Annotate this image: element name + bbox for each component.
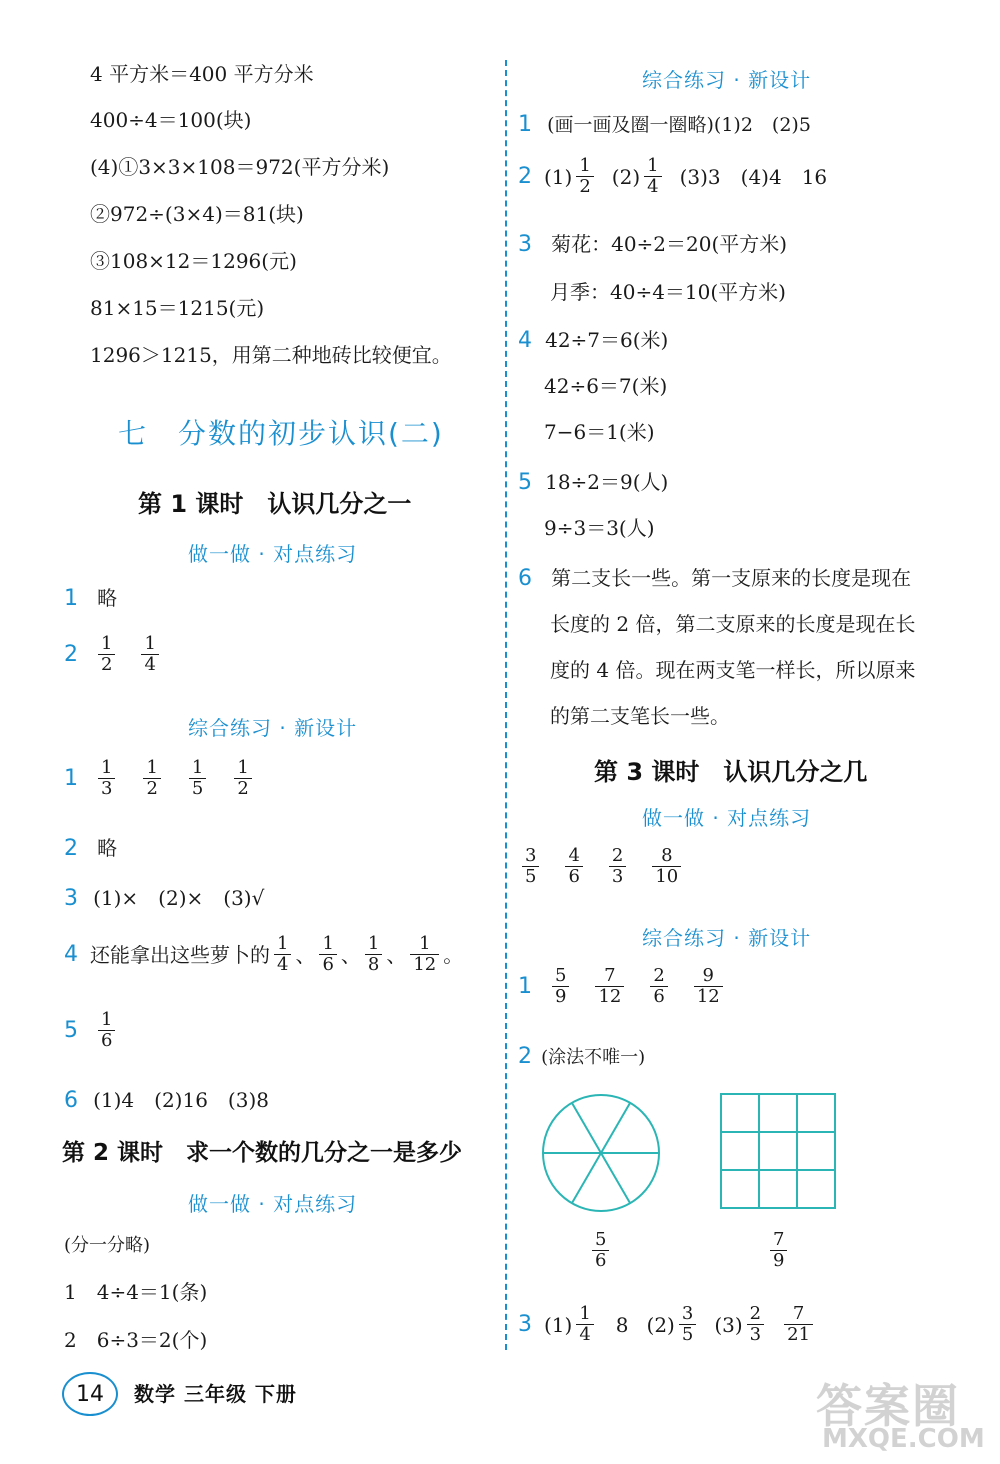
circle-fraction: $\frac{5}{6}$ [588, 1230, 613, 1271]
fraction: $\frac{1}{2}$ [98, 634, 115, 675]
l3-c2 [518, 1044, 645, 1070]
question-number: 2 [518, 164, 532, 189]
lesson-1-title: 第 1 课时 认识几分之一 [138, 490, 412, 518]
lesson-2-practice-heading: 做一做 · 对点练习 [188, 1192, 358, 1216]
column-divider [505, 60, 507, 1350]
fraction: $\frac{9}{12}$ [694, 966, 723, 1007]
fraction: $\frac{7}{21}$ [784, 1304, 813, 1345]
l1-c2 [64, 836, 117, 861]
chapter-title: 七 分数的初步认识(二) [118, 417, 444, 450]
fraction: $\frac{8}{10}$ [652, 846, 681, 887]
grid-figure [719, 1092, 837, 1210]
separator: 、 [386, 942, 407, 967]
fraction: $\frac{1}{6}$ [98, 1010, 115, 1051]
sector-line [601, 1103, 630, 1153]
answer-text: 略 [97, 586, 118, 610]
fraction: $\frac{1}{4}$ [141, 634, 158, 675]
question-number: 2 [64, 836, 78, 861]
l3-fractions [518, 846, 685, 887]
question-number: 2 [64, 642, 78, 667]
answer-part: (1) [544, 1312, 573, 1337]
r-q6-line-2: 长度的 2 倍，第二支原来的长度是现在长 [550, 612, 916, 636]
fraction: $\frac{5}{9}$ [552, 966, 569, 1007]
question-number: 3 [518, 232, 532, 257]
page-number: 14 [62, 1372, 118, 1416]
separator: 、 [295, 942, 316, 967]
watermark-logo: 答案圈 [816, 1379, 960, 1433]
question-number: 1 [518, 974, 532, 999]
answer-part: (2) [646, 1312, 675, 1337]
lesson-2-q1: 1 4÷4＝1(条) [64, 1280, 208, 1304]
l3-c3 [518, 1304, 817, 1345]
fraction: $\frac{3}{5}$ [679, 1304, 696, 1345]
answer-text: 第二支长一些。第一支原来的长度是现在 [551, 566, 912, 590]
question-number: 2 [518, 1044, 532, 1069]
r-q4-line-2: 42÷6＝7(米) [544, 374, 668, 398]
fraction: $\frac{1}{4}$ [274, 934, 291, 975]
lesson-2-note: (分一分略) [64, 1235, 151, 1256]
end-punct: 。 [443, 942, 464, 967]
sector-line [572, 1103, 601, 1153]
l1-c3 [64, 886, 264, 911]
l1-c1 [64, 758, 256, 799]
grid-fraction: $\frac{7}{9}$ [766, 1230, 791, 1271]
watermark-site: MXQE.COM [822, 1424, 985, 1454]
fraction: $\frac{1}{8}$ [365, 934, 382, 975]
r-q5 [518, 470, 668, 495]
answer-text: 略 [97, 836, 118, 860]
question-number: 1 [64, 586, 78, 611]
answer-text: 18÷2＝9(人) [545, 470, 669, 494]
r-q5-line-2: 9÷3＝3(人) [544, 516, 655, 540]
left-line-5: ③108×12＝1296(元) [90, 249, 297, 273]
lesson-3-practice-heading: 做一做 · 对点练习 [642, 806, 812, 830]
question-number: 5 [518, 470, 532, 495]
separator: 、 [340, 942, 361, 967]
answer-text: (1)4 (2)16 (3)8 [93, 1088, 269, 1112]
fraction: $\frac{1}{4}$ [576, 1304, 593, 1345]
left-line-4: ②972÷(3×4)＝81(块) [90, 202, 304, 226]
fraction: $\frac{1}{12}$ [410, 934, 439, 975]
left-line-1: 4 平方米＝400 平方分米 [90, 62, 314, 86]
question-number: 3 [518, 1312, 532, 1337]
l1-c4 [64, 934, 463, 975]
grid-outline [721, 1094, 835, 1208]
fraction: $\frac{1}{2}$ [143, 758, 160, 799]
question-number: 6 [64, 1088, 78, 1113]
answer-text: 42÷7＝6(米) [545, 328, 669, 352]
fraction: $\frac{3}{5}$ [522, 846, 539, 887]
answer-text: (涂法不唯一) [541, 1047, 646, 1068]
r-q3-line-2: 月季：40÷4＝10(平方米) [550, 280, 786, 304]
fraction: $\frac{1}{5}$ [189, 758, 206, 799]
lesson-3-comprehensive-heading: 综合练习 · 新设计 [642, 926, 812, 950]
l1-c6 [64, 1088, 269, 1113]
fraction: $\frac{1}{2}$ [576, 156, 593, 197]
sector-line [601, 1153, 630, 1203]
lesson-3-title: 第 3 课时 认识几分之几 [594, 758, 868, 786]
right-comprehensive-heading: 综合练习 · 新设计 [642, 68, 812, 92]
fraction: $\frac{7}{12}$ [595, 966, 624, 1007]
fraction: $\frac{1}{6}$ [319, 934, 336, 975]
l1-q1 [64, 586, 117, 611]
question-number: 3 [64, 886, 78, 911]
fraction: $\frac{2}{6}$ [650, 966, 667, 1007]
r-q6 [518, 566, 911, 591]
question-number: 6 [518, 566, 532, 591]
circle-figure [540, 1092, 662, 1214]
r-q2 [518, 156, 827, 197]
sector-line [572, 1153, 601, 1203]
fraction: $\frac{2}{3}$ [747, 1304, 764, 1345]
question-number: 5 [64, 1018, 78, 1043]
lesson-1-comprehensive-heading: 综合练习 · 新设计 [188, 716, 358, 740]
left-line-3: (4)①3×3×108＝972(平方分米) [90, 155, 390, 179]
left-line-2: 400÷4＝100(块) [90, 108, 252, 132]
left-line-6: 81×15＝1215(元) [90, 296, 265, 320]
fraction: $\frac{1}{4}$ [644, 156, 661, 197]
lesson-2-title: 第 2 课时 求一个数的几分之一是多少 [62, 1140, 463, 1166]
answer-text: 还能拿出这些萝卜的 [90, 942, 270, 967]
r-q6-line-4: 的第二支笔长一些。 [550, 704, 730, 728]
answer-part: (3)3 (4)4 16 [679, 164, 828, 189]
left-line-7: 1296＞1215，用第二种地砖比较便宜。 [90, 343, 452, 367]
answer-text: (画一画及圈一圈略)(1)2 (2)5 [547, 114, 811, 136]
fraction: $\frac{1}{2}$ [234, 758, 251, 799]
answer-part: (3) [714, 1312, 743, 1337]
l1-c5 [64, 1010, 119, 1051]
answer-text: (1)× (2)× (3)√ [93, 886, 265, 910]
book-title: 数学 三年级 下册 [134, 1382, 297, 1406]
question-number: 1 [64, 766, 78, 791]
r-q1 [518, 112, 811, 137]
answer-part: (1) [544, 164, 573, 189]
fraction: $\frac{1}{3}$ [98, 758, 115, 799]
r-q4-line-3: 7−6＝1(米) [544, 420, 655, 444]
answer-part: 8 [615, 1312, 629, 1337]
answer-part: (2) [611, 164, 641, 189]
r-q4 [518, 328, 668, 353]
answer-text: 菊花：40÷2＝20(平方米) [551, 232, 788, 256]
fraction: $\frac{2}{3}$ [609, 846, 626, 887]
r-q3 [518, 232, 787, 257]
fraction: $\frac{4}{6}$ [565, 846, 582, 887]
question-number: 1 [518, 112, 532, 137]
l1-q2 [64, 634, 163, 675]
question-number: 4 [64, 942, 78, 967]
r-q6-line-3: 度的 4 倍。现在两支笔一样长，所以原来 [550, 658, 916, 682]
lesson-2-q2: 2 6÷3＝2(个) [64, 1328, 208, 1352]
question-number: 4 [518, 328, 532, 353]
lesson-1-practice-heading: 做一做 · 对点练习 [188, 542, 358, 566]
l3-c1 [518, 966, 727, 1007]
